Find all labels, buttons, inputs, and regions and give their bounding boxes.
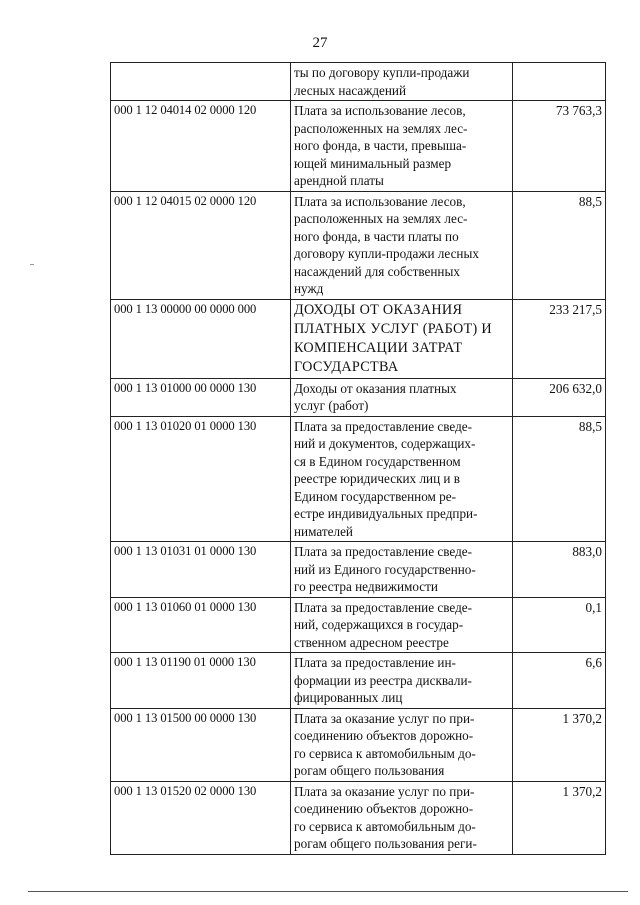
revenue-name-line: реестре юридических лиц и в — [294, 471, 461, 486]
budget-classification-code: 000 1 13 01190 01 0000 130 — [111, 653, 291, 709]
revenue-name-line: ты по договору купли-продажи — [294, 65, 470, 80]
revenue-name-line: ний из Единого государственно- — [294, 561, 476, 577]
revenue-name-line: договору купли-продажи лесных — [294, 246, 479, 261]
revenue-name-line: фицированных лиц — [294, 690, 403, 705]
table-row — [111, 597, 606, 653]
revenue-name-line: ся в Едином государственном — [294, 453, 461, 469]
revenue-amount: 1 370,2 — [513, 708, 606, 781]
revenue-name — [291, 597, 513, 653]
table-row — [111, 191, 606, 299]
revenue-name-line: ний, содержащихся в государ- — [294, 617, 464, 632]
revenue-name — [291, 781, 513, 854]
table-row — [111, 781, 606, 854]
revenue-name-line: Плата за предоставление ин- — [294, 655, 456, 670]
revenue-name — [291, 101, 513, 192]
budget-classification-code: 000 1 13 01500 00 0000 130 — [111, 708, 291, 781]
revenue-name-line: Плата за использование лесов, — [294, 193, 466, 209]
revenue-name-line: ПЛАТНЫХ УСЛУГ (РАБОТ) И — [294, 320, 492, 337]
revenue-amount: 0,1 — [513, 597, 606, 653]
revenue-name-line: услуг (работ) — [294, 398, 369, 413]
revenue-amount: 6,6 — [513, 653, 606, 709]
revenue-name-line: Плата за предоставление сведе- — [294, 599, 473, 615]
revenue-name-line: го реестра недвижимости — [294, 579, 438, 594]
page-number: 27 — [312, 35, 328, 51]
revenue-amount: 73 763,3 — [513, 101, 606, 192]
revenue-name-line: ного фонда, в части платы по — [294, 228, 459, 244]
revenue-amount: 883,0 — [513, 542, 606, 598]
table-row — [111, 653, 606, 709]
table-row — [111, 542, 606, 598]
revenue-name — [291, 63, 513, 101]
revenue-name-line: арендной платы — [294, 173, 384, 188]
budget-classification-code — [111, 63, 291, 101]
revenue-name-line: рогам общего пользования реги- — [294, 836, 477, 851]
revenue-name-line: Едином государственном ре- — [294, 488, 457, 504]
revenue-name — [291, 191, 513, 299]
table-body — [111, 63, 606, 855]
revenue-name — [291, 299, 513, 378]
table-row — [111, 708, 606, 781]
revenue-name-line: КОМПЕНСАЦИИ ЗАТРАТ — [294, 339, 463, 356]
table-row — [111, 63, 606, 101]
budget-classification-code: 000 1 13 01520 02 0000 130 — [111, 781, 291, 854]
revenue-name-line: нужд — [294, 281, 324, 296]
budget-revenue-table — [110, 62, 606, 855]
revenue-name-line: Плата за использование лесов, — [294, 103, 466, 118]
revenue-name-line: ДОХОДЫ ОТ ОКАЗАНИЯ — [294, 301, 463, 318]
revenue-name-line: соединению объектов дорожно- — [294, 801, 474, 816]
revenue-amount: 88,5 — [513, 416, 606, 542]
revenue-name-line: ного фонда, в части, превыша- — [294, 138, 467, 153]
revenue-name-line: Плата за предоставление сведе- — [294, 418, 473, 434]
table-row — [111, 299, 606, 378]
table-row — [111, 101, 606, 192]
revenue-name-line: естре индивидуальных предпри- — [294, 506, 478, 521]
budget-classification-code: 000 1 13 01000 00 0000 130 — [111, 378, 291, 416]
revenue-amount: 1 370,2 — [513, 781, 606, 854]
scan-artifact — [30, 264, 34, 265]
budget-classification-code: 000 1 13 01020 01 0000 130 — [111, 416, 291, 542]
revenue-name-line: соединению объектов дорожно- — [294, 728, 474, 743]
revenue-name-line: Доходы от оказания платных — [294, 380, 457, 396]
revenue-name-line: ний и документов, содержащих- — [294, 436, 476, 451]
revenue-name-line: расположенных на землях лес- — [294, 211, 468, 226]
table-row — [111, 378, 606, 416]
revenue-name-line: нимателей — [294, 523, 353, 539]
revenue-amount — [513, 63, 606, 101]
revenue-amount: 88,5 — [513, 191, 606, 299]
revenue-name-line: го сервиса к автомобильным до- — [294, 745, 476, 761]
revenue-name-line: лесных насаждений — [294, 82, 407, 98]
revenue-name-line: го сервиса к автомобильным до- — [294, 818, 476, 834]
revenue-name-line: расположенных на землях лес- — [294, 120, 468, 136]
revenue-name-line: формации из реестра дисквали- — [294, 672, 472, 688]
revenue-name-line: Плата за предоставление сведе- — [294, 544, 473, 559]
revenue-name — [291, 542, 513, 598]
revenue-amount: 206 632,0 — [513, 378, 606, 416]
revenue-name-line: ющей минимальный размер — [294, 155, 452, 171]
revenue-name-line: рогам общего пользования — [294, 763, 445, 778]
budget-classification-code: 000 1 12 04014 02 0000 120 — [111, 101, 291, 192]
revenue-name-line: ГОСУДАРСТВА — [294, 358, 399, 375]
budget-classification-code: 000 1 13 01031 01 0000 130 — [111, 542, 291, 598]
table-row — [111, 416, 606, 542]
budget-classification-code: 000 1 13 01060 01 0000 130 — [111, 597, 291, 653]
revenue-name-line: ственном адресном реестре — [294, 634, 449, 650]
revenue-amount: 233 217,5 — [513, 299, 606, 378]
revenue-name-line: насаждений для собственных — [294, 263, 460, 279]
budget-classification-code: 000 1 13 00000 00 0000 000 — [111, 299, 291, 378]
revenue-name-line: Плата за оказание услуг по при- — [294, 783, 475, 799]
footer-divider — [28, 891, 628, 892]
revenue-name — [291, 378, 513, 416]
budget-classification-code: 000 1 12 04015 02 0000 120 — [111, 191, 291, 299]
revenue-name — [291, 416, 513, 542]
revenue-name-line: Плата за оказание услуг по при- — [294, 710, 475, 726]
revenue-name — [291, 708, 513, 781]
revenue-name — [291, 653, 513, 709]
